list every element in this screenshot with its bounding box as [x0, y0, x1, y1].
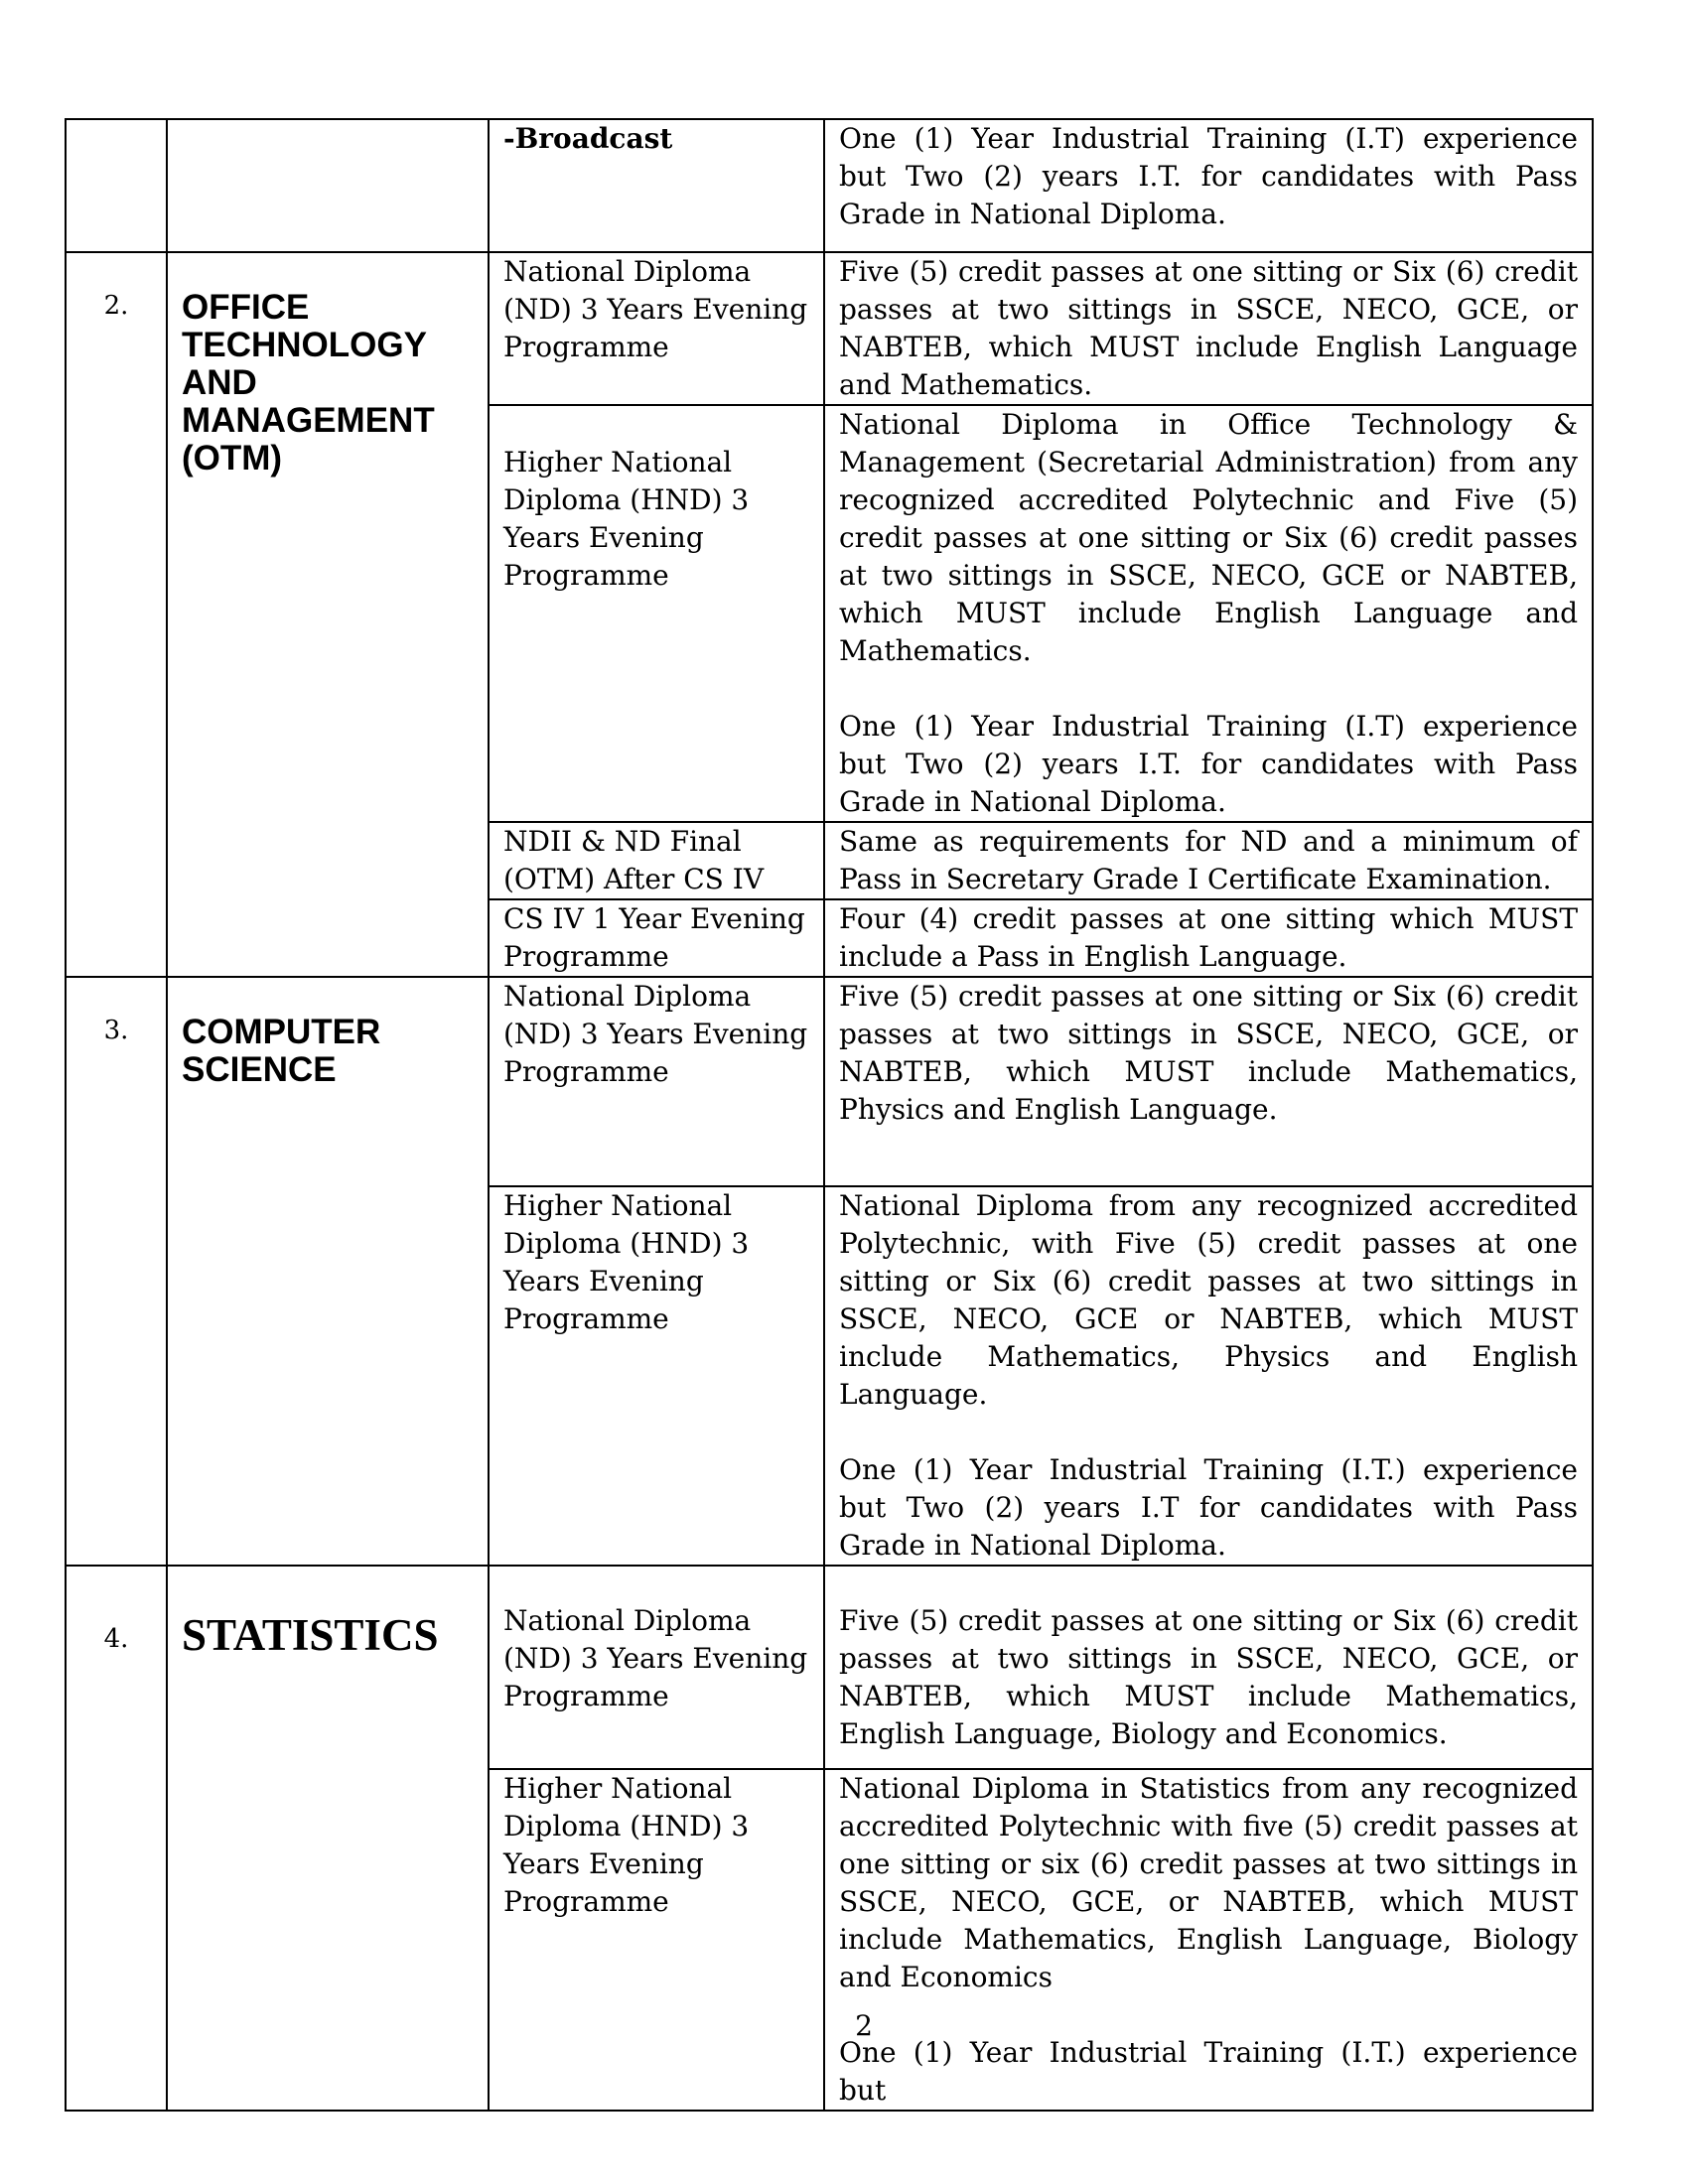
department-name: COMPUTER SCIENCE: [167, 977, 489, 1566]
table-row: [66, 119, 1593, 252]
requirement-text: One (1) Year Industrial Training (I.T) experience but Two (2) years I.T. for candidates with Pass Grade in National Diploma.: [839, 710, 1578, 818]
requirement-text: One (1) Year Industrial Training (I.T.) experience but: [839, 2036, 1578, 2107]
requirement-cell: [824, 119, 1593, 252]
requirement-text: Same as requirements for ND and a minimum of Pass in Secretary Grade I Certificate Examination.: [839, 825, 1578, 895]
requirement-cell: [824, 1566, 1593, 1769]
requirement-text: National Diploma in Office Technology & Management (Secretarial Administration) from any recognized accredited Polytechnic and Five (5) credit passes at one sitting or Six (6) credit passes at two sittings in SSCE, NECO, GCE or NABTEB, which MUST include English Language and Mathematics.: [839, 408, 1578, 667]
programme-cell: National Diploma (ND) 3 Years Evening Programme: [489, 977, 824, 1186]
requirement-cell: [824, 822, 1593, 899]
table-row: [66, 252, 1593, 405]
requirement-cell: [824, 252, 1593, 405]
programme-cell: National Diploma (ND) 3 Years Evening Programme: [489, 252, 824, 405]
requirement-text: National Diploma from any recognized accredited Polytechnic, with Five (5) credit passes at one sitting or Six (6) credit passes at two sittings in SSCE, NECO, GCE or NABTEB, which MUST include Mathematics, Physics and English Language.: [839, 1189, 1578, 1411]
page-number: 2: [855, 2009, 873, 2042]
requirement-text: One (1) Year Industrial Training (I.T) experience but Two (2) years I.T. for candidates with Pass Grade in National Diploma.: [839, 122, 1578, 230]
requirement-text: Five (5) credit passes at one sitting or Six (6) credit passes at two sittings in SSCE, NECO, GCE, or NABTEB, which MUST include English Language and Mathematics.: [839, 255, 1578, 401]
requirement-text: Four (4) credit passes at one sitting which MUST include a Pass in English Language.: [839, 902, 1578, 973]
admission-requirements-table: [65, 118, 1594, 2112]
table-row: [66, 1566, 1593, 1769]
row-number: 4.: [66, 1566, 167, 2111]
programme-cell: National Diploma (ND) 3 Years Evening Programme: [489, 1566, 824, 1769]
requirement-text: Five (5) credit passes at one sitting or Six (6) credit passes at two sittings in SSCE, NECO, GCE, or NABTEB, which MUST include Mathematics, Physics and English Language.: [839, 980, 1578, 1126]
requirement-cell: [824, 405, 1593, 822]
requirement-cell: [824, 1186, 1593, 1566]
programme-cell: Higher National Diploma (HND) 3 Years Evening Programme: [489, 1186, 824, 1566]
requirement-text: Five (5) credit passes at one sitting or Six (6) credit passes at two sittings in SSCE, NECO, GCE, or NABTEB, which MUST include Mathematics, English Language, Biology and Economics.: [839, 1604, 1578, 1750]
department-name: OFFICE TECHNOLOGY AND MANAGEMENT (OTM): [167, 252, 489, 977]
requirement-cell: [824, 1769, 1593, 2111]
table-row: [66, 977, 1593, 1186]
number-cell: [66, 119, 167, 252]
row-number: 2.: [66, 252, 167, 977]
requirement-text: National Diploma in Statistics from any recognized accredited Polytechnic with five (5) credit passes at one sitting or six (6) credit passes at two sittings in SSCE, NECO, GCE, or NABTEB, which MUST include Mathematics, English Language, Biology and Economics: [839, 1772, 1578, 1993]
requirement-cell: [824, 899, 1593, 977]
programme-cell: NDII & ND Final (OTM) After CS IV: [489, 822, 824, 899]
programme-cell: CS IV 1 Year Evening Programme: [489, 899, 824, 977]
programme-cell: -Broadcast: [489, 119, 824, 252]
row-number: 3.: [66, 977, 167, 1566]
department-cell: [167, 119, 489, 252]
requirement-cell: [824, 977, 1593, 1186]
programme-cell: Higher National Diploma (HND) 3 Years Evening Programme: [489, 405, 824, 822]
programme-cell: Higher National Diploma (HND) 3 Years Evening Programme: [489, 1769, 824, 2111]
requirement-text: One (1) Year Industrial Training (I.T.) experience but Two (2) years I.T for candidates with Pass Grade in National Diploma.: [839, 1453, 1578, 1562]
department-name: STATISTICS: [167, 1566, 489, 2111]
